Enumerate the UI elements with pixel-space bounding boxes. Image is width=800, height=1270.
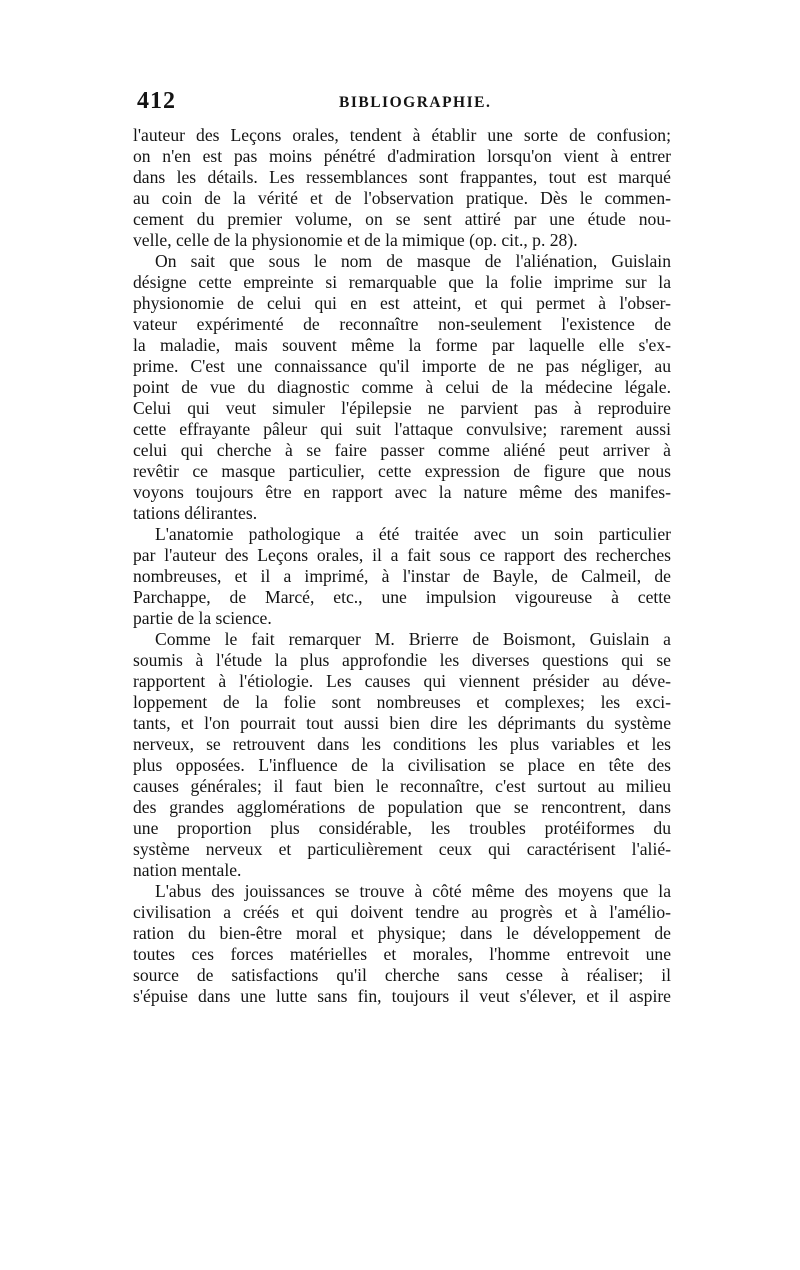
text-line: partie de la science.	[133, 608, 272, 628]
running-title: BIBLIOGRAPHIE.	[339, 94, 492, 111]
text-line: des grandes agglomérations de population que se rencontrent, dans	[133, 797, 671, 817]
text-line: civilisation a créés et qui doivent tendre au progrès et à l'amélio-	[133, 902, 671, 922]
paragraph-2	[133, 251, 671, 524]
running-head	[137, 88, 670, 118]
text-line: voyons toujours être en rapport avec la nature même des manifes-	[133, 482, 671, 502]
text-line: s'épuise dans une lutte sans fin, toujours il veut s'élever, et il aspire	[133, 986, 671, 1006]
text-line: désigne cette empreinte si remarquable que la folie imprime sur la	[133, 272, 671, 292]
text-line: physionomie de celui qui en est atteint, et qui permet à l'obser-	[133, 293, 671, 313]
text-line: vateur expérimenté de reconnaître non-seulement l'existence de	[133, 314, 671, 334]
text-line: L'abus des jouissances se trouve à côté même des moyens que la	[155, 881, 671, 901]
text-line: soumis à l'étude la plus approfondie les diverses questions qui se	[133, 650, 671, 670]
text-line: on n'en est pas moins pénétré d'admiration lorsqu'on vient à entrer	[133, 146, 671, 166]
text-line: source de satisfactions qu'il cherche sans cesse à réaliser; il	[133, 965, 671, 985]
text-line: cement du premier volume, on se sent attiré par une étude nou-	[133, 209, 671, 229]
text-line: ration du bien-être moral et physique; dans le développement de	[133, 923, 671, 943]
text-line: Comme le fait remarquer M. Brierre de Boismont, Guislain a	[155, 629, 671, 649]
text-line: cette effrayante pâleur qui suit l'attaque convulsive; rarement aussi	[133, 419, 671, 439]
text-line: au coin de la vérité et de l'observation pratique. Dès le commen-	[133, 188, 671, 208]
text-line: tants, et l'on pourrait tout aussi bien dire les déprimants du système	[133, 713, 671, 733]
text-line: L'anatomie pathologique a été traitée avec un soin particulier	[155, 524, 671, 544]
text-line: celui qui cherche à se faire passer comme aliéné peut arriver à	[133, 440, 671, 460]
text-line: l'auteur des Leçons orales, tendent à établir une sorte de confusion;	[133, 125, 671, 145]
paragraph-1	[133, 125, 671, 251]
text-line: une proportion plus considérable, les troubles protéiformes du	[133, 818, 671, 838]
text-line: prime. C'est une connaissance qu'il importe de ne pas négliger, au	[133, 356, 671, 376]
paragraph-4	[133, 629, 671, 881]
text-line: nerveux, se retrouvent dans les conditions les plus variables et les	[133, 734, 671, 754]
text-line: plus opposées. L'influence de la civilisation se place en tête des	[133, 755, 671, 775]
text-line: loppement de la folie sont nombreuses et complexes; les exci-	[133, 692, 671, 712]
text-line: dans les détails. Les ressemblances sont frappantes, tout est marqué	[133, 167, 671, 187]
text-line: revêtir ce masque particulier, cette expression de figure que nous	[133, 461, 671, 481]
text-line: tations délirantes.	[133, 503, 258, 523]
text-line: On sait que sous le nom de masque de l'aliénation, Guislain	[155, 251, 671, 271]
text-line: nation mentale.	[133, 860, 242, 880]
text-line: la maladie, mais souvent même la forme par laquelle elle s'ex-	[133, 335, 671, 355]
text-line: Parchappe, de Marcé, etc., une impulsion vigoureuse à cette	[133, 587, 671, 607]
text-line: Celui qui veut simuler l'épilepsie ne parvient pas à reproduire	[133, 398, 671, 418]
text-line: rapportent à l'étiologie. Les causes qui viennent présider au déve-	[133, 671, 671, 691]
text-line: système nerveux et particulièrement ceux qui caractérisent l'alié-	[133, 839, 671, 859]
paragraph-3	[133, 524, 671, 629]
text-line: toutes ces forces matérielles et morales, l'homme entrevoit une	[133, 944, 671, 964]
text-line: nombreuses, et il a imprimé, à l'instar de Bayle, de Calmeil, de	[133, 566, 671, 586]
body-text	[133, 125, 671, 1007]
text-line: causes générales; il faut bien le reconnaître, c'est surtout au milieu	[133, 776, 671, 796]
paragraph-5	[133, 881, 671, 1007]
text-line: point de vue du diagnostic comme à celui de la médecine légale.	[133, 377, 671, 397]
text-line: par l'auteur des Leçons orales, il a fait sous ce rapport des recherches	[133, 545, 671, 565]
page-number: 412	[137, 88, 176, 114]
text-line: velle, celle de la physionomie et de la mimique (op. cit., p. 28).	[133, 230, 578, 250]
